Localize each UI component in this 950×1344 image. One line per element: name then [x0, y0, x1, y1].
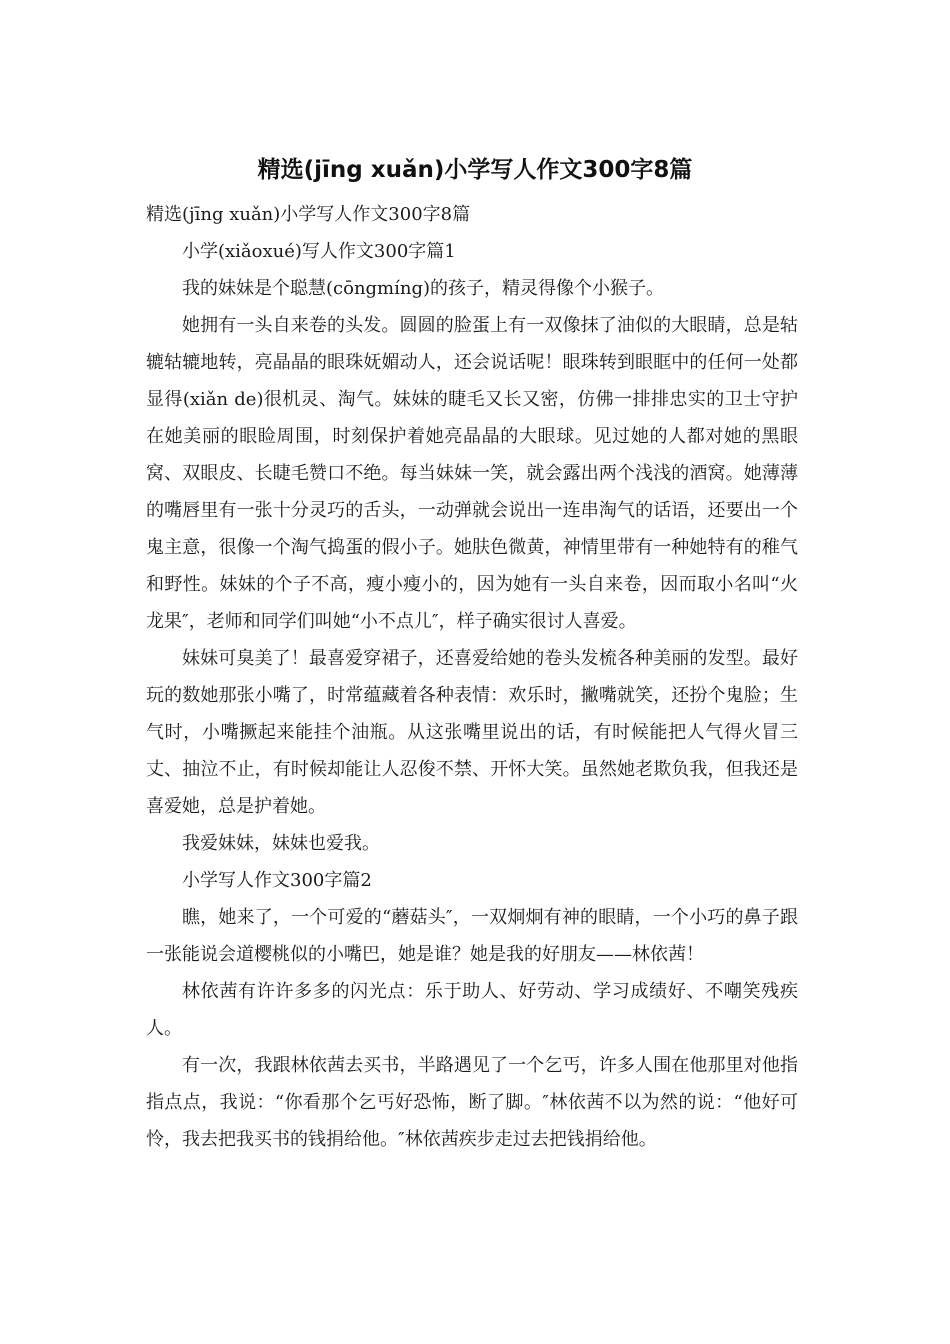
paragraph: 妹妹可臭美了！最喜爱穿裙子，还喜爱给她的卷头发梳各种美丽的发型。最好玩的数她那张小嘴了，时常蕴藏着各种表情：欢乐时，撇嘴就笑，还扮个鬼脸；生气时，小嘴撅起来能挂个油瓶。从这张嘴里说出的话，有时候能把人气得火冒三丈、抽泣不止，有时候却能让人忍俊不禁、开怀大笑。虽然她老欺负我，但我还是喜爱她，总是护着她。	[146, 648, 798, 817]
section-heading-1: 小学(xiǎoxué)写人作文300字篇1	[182, 241, 456, 262]
paragraph: 我爱妹妹，妹妹也爱我。	[182, 833, 380, 854]
paragraph: 我的妹妹是个聪慧(cōngmíng)的孩子，精灵得像个小猴子。	[182, 278, 665, 299]
paragraph: 有一次，我跟林依茜去买书，半路遇见了一个乞丐，许多人围在他那里对他指指点点，我说：“你看那个乞丐好恐怖，断了脚。″林依茜不以为然的说：“他好可怜，我去把我买书的钱捐给他。″林依茜疾步走过去把钱捐给他。	[146, 1055, 798, 1150]
subtitle-line: 精选(jīng xuǎn)小学写人作文300字8篇	[146, 204, 471, 225]
document-body	[146, 196, 798, 1158]
document-title: 精选(jīng xuǎn)小学写人作文300字8篇	[257, 157, 693, 183]
paragraph: 瞧，她来了，一个可爱的“蘑菇头″，一双炯炯有神的眼睛，一个小巧的鼻子跟一张能说会道樱桃似的小嘴巴，她是谁？她是我的好朋友——林依茜！	[146, 907, 798, 965]
section-heading-2: 小学写人作文300字篇2	[182, 870, 372, 891]
paragraph: 林依茜有许许多多的闪光点：乐于助人、好劳动、学习成绩好、不嘲笑残疾人。	[146, 981, 798, 1039]
paragraph: 她拥有一头自来卷的头发。圆圆的脸蛋上有一双像抹了油似的大眼睛，总是轱辘轱辘地转，亮晶晶的眼珠妩媚动人，还会说话呢！眼珠转到眼眶中的任何一处都显得(xiǎn de)很机灵、淘气。妹妹的睫毛又长又密，仿佛一排排忠实的卫士守护在她美丽的眼睑周围，时刻保护着她亮晶晶的大眼球。见过她的人都对她的黑眼窝、双眼皮、长睫毛赞口不绝。每当妹妹一笑，就会露出两个浅浅的酒窝。她薄薄的嘴唇里有一张十分灵巧的舌头，一动弹就会说出一连串淘气的话语，还要出一个鬼主意，很像一个淘气捣蛋的假小子。她肤色微黄，神情里带有一种她特有的稚气和野性。妹妹的个子不高，瘦小瘦小的，因为她有一头自来卷，因而取小名叫“火龙果″，老师和同学们叫她“小不点儿″，样子确实很讨人喜爱。	[146, 315, 798, 632]
